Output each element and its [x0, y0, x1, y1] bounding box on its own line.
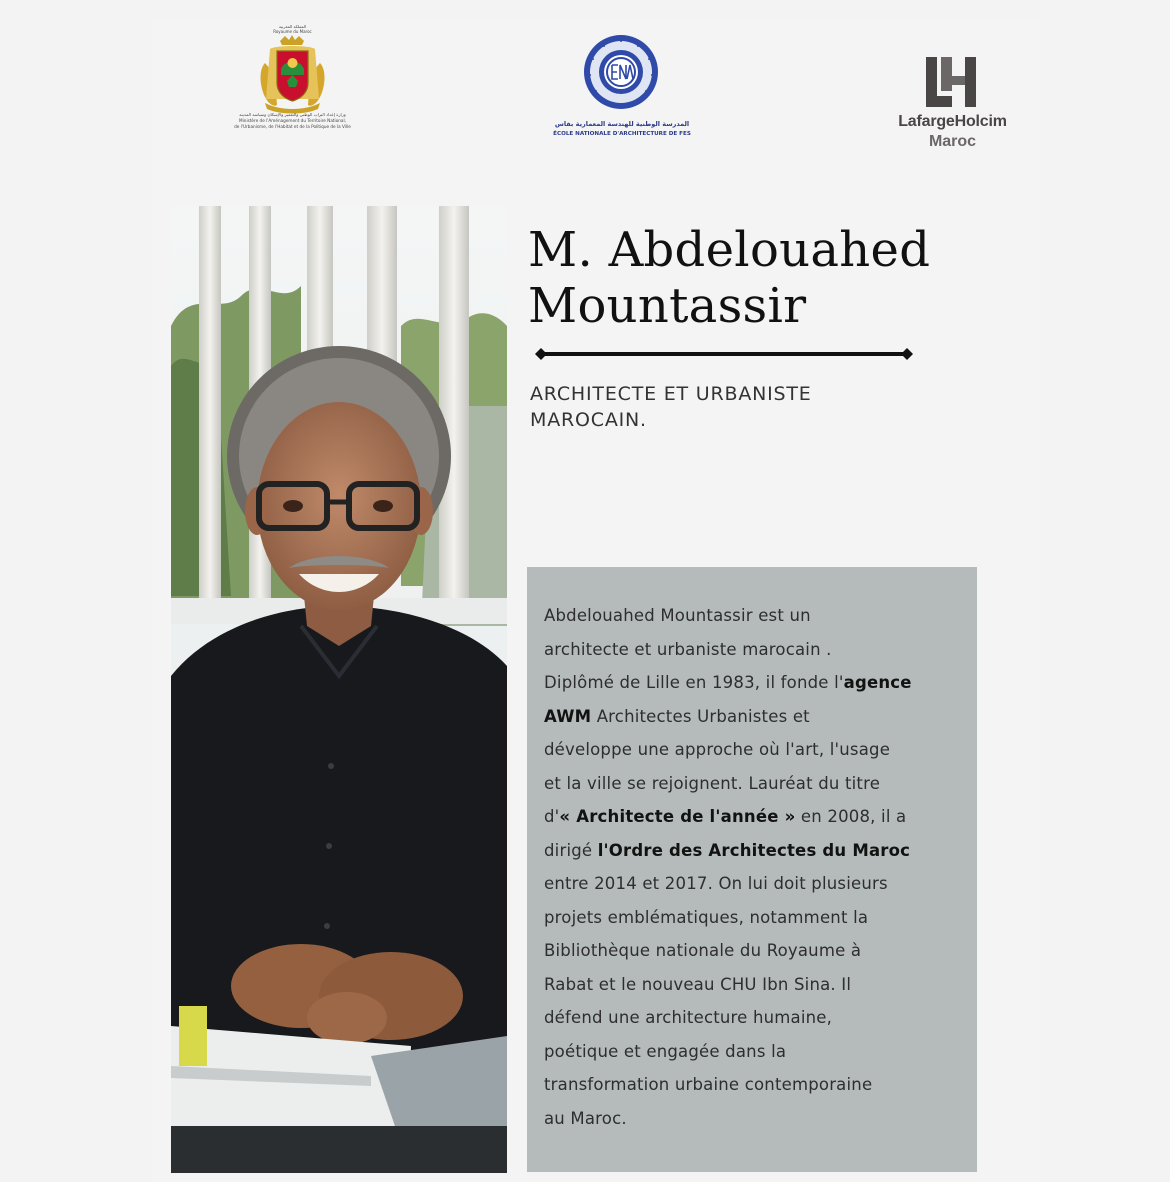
lh-monogram-icon — [885, 55, 1020, 110]
bio-line: transformation urbaine contemporaine — [544, 1075, 873, 1094]
lafargeholcim-name: LafargeHolcim — [898, 113, 1007, 130]
bio-line — [544, 800, 964, 834]
title-line-2: Mountassir — [528, 278, 807, 334]
bio-line — [544, 666, 964, 700]
portrait-photo — [171, 206, 507, 1173]
biography-text — [544, 599, 964, 1135]
bio-line — [544, 834, 964, 868]
bio-highlight: « Architecte de l'année » — [559, 807, 796, 826]
page-title — [528, 222, 988, 334]
bio-text: Diplômé de Lille en 1983, il fonde l' — [544, 673, 844, 692]
ministry-top-line: Royaume du Maroc — [273, 29, 312, 34]
bio-line: projets emblématiques, notamment la — [544, 907, 869, 927]
bio-line: Bibliothèque nationale du Royaume à — [544, 941, 862, 960]
ena-seal-icon — [548, 32, 696, 117]
ministry-arabic-name: وزارة إعداد التراب الوطني والتعمير والإسكان وسياسة المدينة — [239, 112, 346, 117]
bio-line: au Maroc. — [544, 1108, 627, 1128]
subtitle-line-1: ARCHITECTE ET URBANISTE — [530, 383, 812, 405]
ministry-french-line-2: de l'Urbanisme, de l'Habitat et de la Politique de la Ville — [234, 124, 351, 129]
bio-line: défend une architecture humaine, — [544, 1008, 833, 1027]
ena-logo — [548, 32, 696, 142]
bio-highlight: agence — [843, 673, 912, 692]
bio-text: en 2008, il a — [795, 807, 907, 826]
bio-line: entre 2014 et 2017. On lui doit plusieurs — [544, 874, 888, 893]
subtitle-line-2: MAROCAIN. — [530, 409, 647, 431]
title-line-1: M. Abdelouahed — [528, 222, 931, 278]
bio-line: et la ville se rejoignent. Lauréat du titre — [544, 773, 881, 793]
bio-line: développe une approche où l'art, l'usage — [544, 740, 891, 759]
ena-arabic-name: المدرسة الوطنية للهندسة المعمارية بفاس — [554, 120, 690, 128]
profession-subtitle — [530, 381, 950, 433]
bio-line: Abdelouahed Mountassir est un — [544, 606, 811, 625]
lafargeholcim-country: Maroc — [928, 133, 977, 150]
ministry-french-line-1: Ministère de l'Aménagement du Territoire National, — [239, 118, 346, 123]
bio-highlight: l'Ordre des Architectes du Maroc — [597, 840, 911, 860]
portrait-illustration — [171, 206, 507, 1173]
bio-line: poétique et engagée dans la — [544, 1041, 787, 1061]
bio-text: dirigé — [544, 840, 598, 860]
bio-line: architecte et urbaniste marocain . — [544, 639, 832, 659]
bio-line — [544, 700, 964, 734]
bio-line: Rabat et le nouveau CHU Ibn Sina. Il — [544, 974, 852, 994]
ministry-arabic-top: المملكة المغربية — [278, 24, 307, 29]
bio-text: Architectes Urbanistes et — [591, 706, 810, 726]
bio-text: d' — [544, 807, 560, 826]
ena-french-name: ÉCOLE NATIONALE D'ARCHITECTURE DE FES — [553, 131, 691, 137]
ornamental-divider — [535, 346, 913, 362]
biography-panel — [527, 567, 977, 1172]
ministry-logo — [225, 22, 360, 140]
bio-highlight: AWM — [544, 706, 592, 726]
lafargeholcim-logo — [885, 55, 1020, 155]
